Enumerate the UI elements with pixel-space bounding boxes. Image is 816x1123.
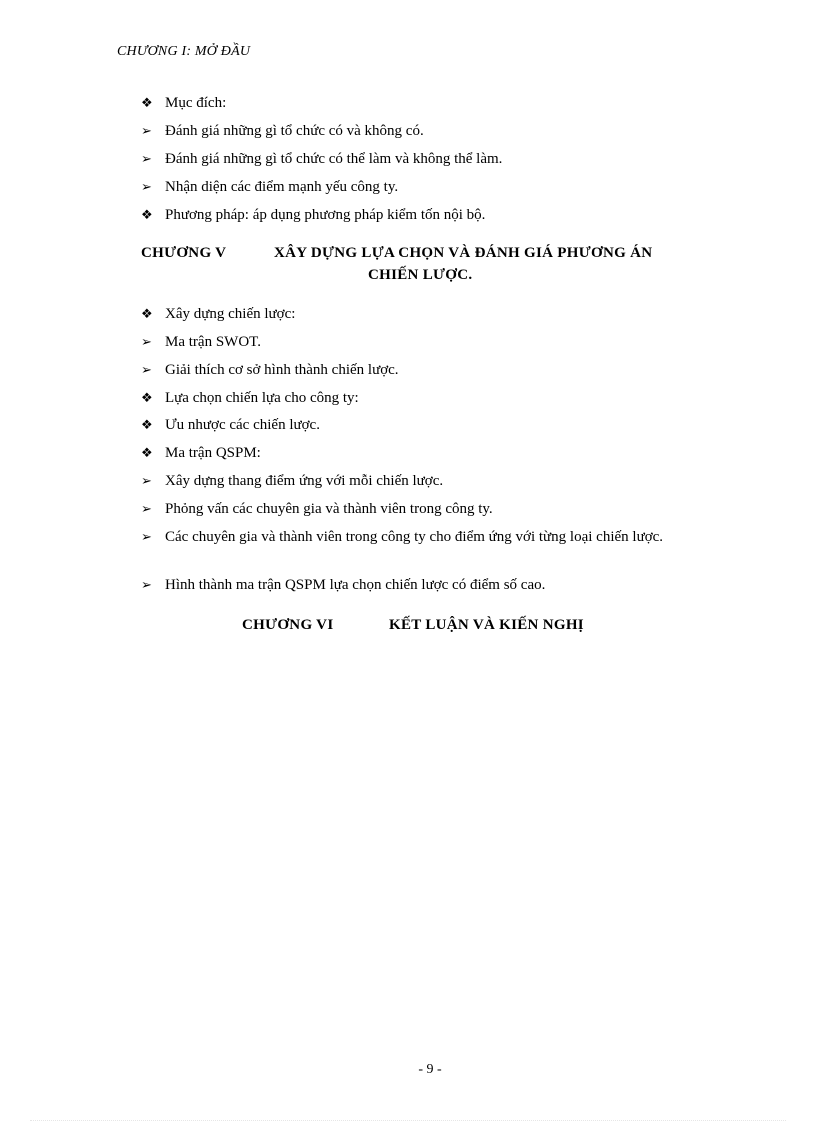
arrow-bullet-icon: ➢ [141, 474, 152, 489]
diamond-bullet-icon: ❖ [141, 208, 153, 223]
running-header: CHƯƠNG I: MỞ ĐẦU [117, 44, 251, 59]
list-item [141, 122, 741, 141]
page-bottom-divider [30, 1120, 786, 1121]
diamond-bullet-icon: ❖ [141, 96, 153, 111]
chapter-5-title-line2: CHIẾN LƯỢC. [368, 267, 473, 283]
arrow-bullet-icon: ➢ [141, 152, 152, 167]
page-number: - 9 - [418, 1062, 442, 1077]
list-item [141, 178, 741, 197]
list-item [141, 500, 741, 519]
chapter-6-label: CHƯƠNG VI [242, 617, 334, 633]
list-item-text: Các chuyên gia và thành viên trong công ty cho điểm ứng với từng loại chiến lược. [165, 529, 664, 545]
chapter-6-heading [0, 617, 816, 639]
list-item-text: Ưu nhược các chiến lược. [165, 417, 320, 433]
diamond-bullet-icon: ❖ [141, 446, 153, 461]
chapter-6-title: KẾT LUẬN VÀ KIẾN NGHỊ [389, 617, 584, 633]
list-item [141, 528, 741, 547]
list-item [141, 416, 741, 435]
arrow-bullet-icon: ➢ [141, 124, 152, 139]
list-item-text: Đánh giá những gì tổ chức có và không có. [165, 123, 424, 139]
list-item [141, 333, 741, 352]
list-item-text: Hình thành ma trận QSPM lựa chọn chiến lược có điểm số cao. [165, 577, 546, 593]
list-item [141, 389, 741, 408]
list-item-text: Ma trận SWOT. [165, 334, 261, 350]
chapter-5-label: CHƯƠNG V [141, 245, 227, 261]
diamond-bullet-icon: ❖ [141, 391, 153, 406]
list-item-text: Đánh giá những gì tổ chức có thể làm và không thể làm. [165, 151, 503, 167]
list-item-text: Phương pháp: áp dụng phương pháp kiểm tốn nội bộ. [165, 207, 486, 223]
list-item [141, 94, 741, 113]
list-item-text: Xây dựng thang điểm ứng với mỗi chiến lược. [165, 473, 444, 489]
list-item-text: Nhận diện các điểm mạnh yếu công ty. [165, 179, 399, 195]
chapter-5-heading [0, 245, 816, 289]
list-item-text: Giải thích cơ sở hình thành chiến lược. [165, 362, 399, 378]
arrow-bullet-icon: ➢ [141, 530, 152, 545]
arrow-bullet-icon: ➢ [141, 335, 152, 350]
arrow-bullet-icon: ➢ [141, 578, 152, 593]
list-item-text: Xây dựng chiến lược: [165, 306, 296, 322]
arrow-bullet-icon: ➢ [141, 502, 152, 517]
list-item-text: Mục đích: [165, 95, 227, 111]
arrow-bullet-icon: ➢ [141, 180, 152, 195]
list-item [141, 576, 741, 595]
list-item [141, 361, 741, 380]
list-item [141, 444, 741, 463]
chapter-5-title-line1: XÂY DỰNG LỰA CHỌN VÀ ĐÁNH GIÁ PHƯƠNG ÁN [274, 245, 653, 261]
diamond-bullet-icon: ❖ [141, 418, 153, 433]
list-item-text: Ma trận QSPM: [165, 445, 261, 461]
list-item [141, 150, 741, 169]
list-item [141, 472, 741, 491]
arrow-bullet-icon: ➢ [141, 363, 152, 378]
list-item-text: Lựa chọn chiến lựa cho công ty: [165, 390, 359, 406]
diamond-bullet-icon: ❖ [141, 307, 153, 322]
list-item-text: Phỏng vấn các chuyên gia và thành viên trong công ty. [165, 501, 493, 517]
list-item [141, 206, 741, 225]
list-item [141, 305, 741, 324]
